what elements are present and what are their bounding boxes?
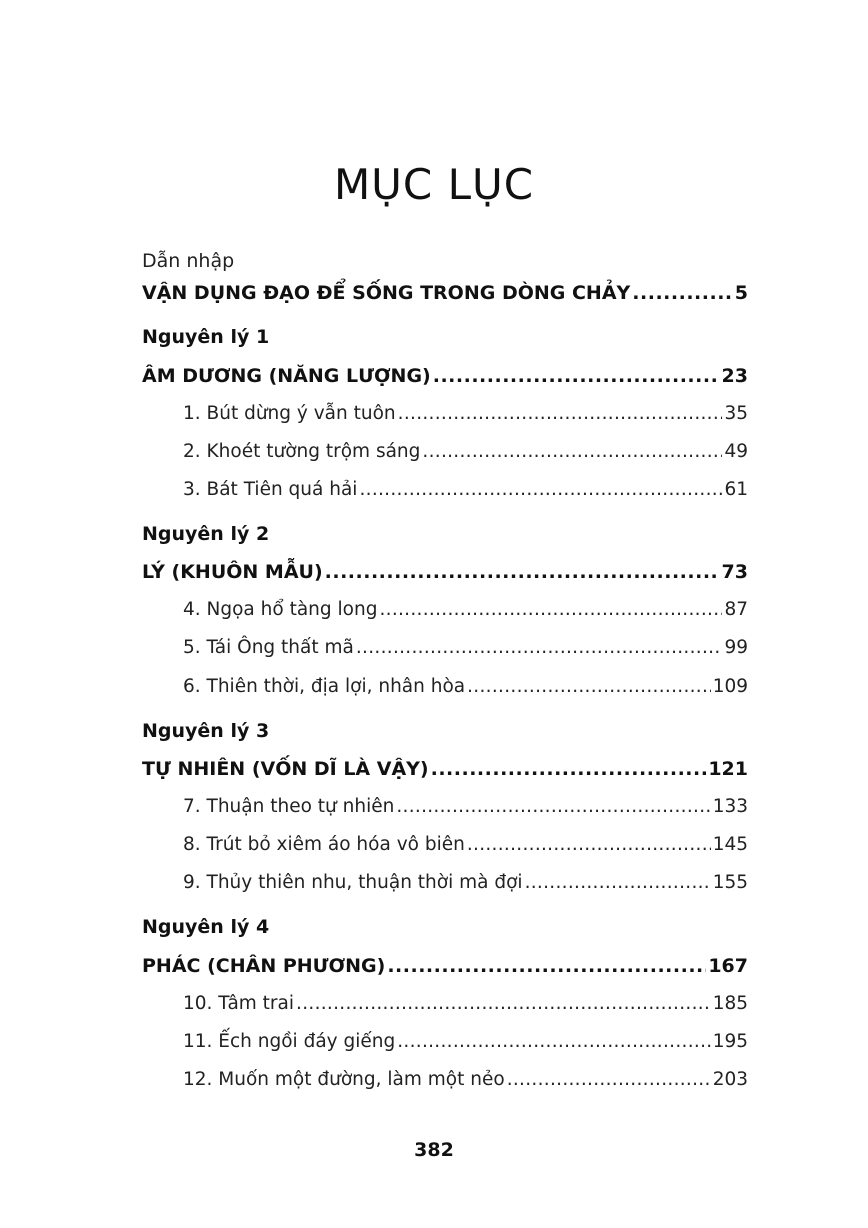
leader-dots xyxy=(431,758,707,780)
chapter-title: ÂM DƯƠNG (NĂNG LƯỢNG) xyxy=(142,365,431,387)
page-number: 73 xyxy=(721,561,748,583)
toc-chapter-intro[interactable] xyxy=(142,282,748,304)
page-number: 167 xyxy=(708,955,748,977)
item-title: 10. Tâm trai xyxy=(183,993,295,1014)
toc-item-8[interactable] xyxy=(183,834,748,855)
item-title: 12. Muốn một đường, làm một nẻo xyxy=(183,1069,505,1090)
item-title: 9. Thủy thiên nhu, thuận thời mà đợi xyxy=(183,872,523,893)
item-title: 8. Trút bỏ xiêm áo hóa vô biên xyxy=(183,834,465,855)
page-number: 49 xyxy=(724,441,748,462)
principle-heading-2: Nguyên lý 2 xyxy=(142,523,270,545)
page-number: 203 xyxy=(712,1069,748,1090)
leader-dots xyxy=(467,834,711,855)
leader-dots xyxy=(356,637,723,658)
page-number: 23 xyxy=(721,365,748,387)
principle-heading-1: Nguyên lý 1 xyxy=(142,326,270,348)
chapter-title: VẬN DỤNG ĐẠO ĐỂ SỐNG TRONG DÒNG CHẢY xyxy=(142,282,631,304)
page-number: 155 xyxy=(712,872,748,893)
toc-item-3[interactable] xyxy=(183,479,748,500)
item-title: 1. Bút dừng ý vẫn tuôn xyxy=(183,403,396,424)
toc-item-4[interactable] xyxy=(183,599,748,620)
page-number: 109 xyxy=(712,676,748,697)
toc-item-1[interactable] xyxy=(183,403,748,424)
page-number: 61 xyxy=(724,479,748,500)
toc-chapter-3[interactable] xyxy=(142,758,748,780)
leader-dots xyxy=(397,1031,710,1052)
toc-item-2[interactable] xyxy=(183,441,748,462)
toc-item-10[interactable] xyxy=(183,993,748,1014)
item-title: 11. Ếch ngồi đáy giếng xyxy=(183,1031,396,1052)
principle-heading-3: Nguyên lý 3 xyxy=(142,720,270,742)
leader-dots xyxy=(422,441,722,462)
toc-chapter-4[interactable] xyxy=(142,955,748,977)
chapter-title: TỰ NHIÊN (VỐN DĨ LÀ VẬY) xyxy=(142,758,429,780)
page-number: 145 xyxy=(712,834,748,855)
toc-item-6[interactable] xyxy=(183,676,748,697)
item-title: 4. Ngọa hổ tàng long xyxy=(183,599,378,620)
item-title: 7. Thuận theo tự nhiên xyxy=(183,796,395,817)
leader-dots xyxy=(525,872,711,893)
toc-item-9[interactable] xyxy=(183,872,748,893)
leader-dots xyxy=(507,1069,711,1090)
leader-dots xyxy=(467,676,711,697)
leader-dots xyxy=(398,403,723,424)
chapter-title: PHÁC (CHÂN PHƯƠNG) xyxy=(142,955,386,977)
page-title: MỤC LỤC xyxy=(333,160,535,209)
page-number: 99 xyxy=(724,637,748,658)
page-number: 133 xyxy=(712,796,748,817)
leader-dots xyxy=(296,993,711,1014)
item-title: 5. Tái Ông thất mã xyxy=(183,637,354,658)
leader-dots xyxy=(359,479,722,500)
leader-dots xyxy=(325,561,720,583)
item-title: 2. Khoét tường trộm sáng xyxy=(183,441,421,462)
page-folio: 382 xyxy=(414,1139,454,1161)
toc-item-12[interactable] xyxy=(183,1069,748,1090)
toc-chapter-2[interactable] xyxy=(142,561,748,583)
intro-label: Dẫn nhập xyxy=(142,250,235,272)
chapter-title: LÝ (KHUÔN MẪU) xyxy=(142,561,323,583)
page-number: 121 xyxy=(708,758,748,780)
leader-dots xyxy=(396,796,710,817)
page-number: 195 xyxy=(712,1031,748,1052)
page-number: 5 xyxy=(734,282,748,304)
toc-item-7[interactable] xyxy=(183,796,748,817)
page-number: 87 xyxy=(724,599,748,620)
principle-heading-4: Nguyên lý 4 xyxy=(142,916,270,938)
leader-dots xyxy=(433,365,720,387)
toc-item-11[interactable] xyxy=(183,1031,748,1052)
leader-dots xyxy=(632,282,732,304)
leader-dots xyxy=(387,955,706,977)
item-title: 3. Bát Tiên quá hải xyxy=(183,479,358,500)
item-title: 6. Thiên thời, địa lợi, nhân hòa xyxy=(183,676,466,697)
toc-item-5[interactable] xyxy=(183,637,748,658)
page-number: 185 xyxy=(712,993,748,1014)
toc-chapter-1[interactable] xyxy=(142,365,748,387)
leader-dots xyxy=(379,599,722,620)
page-number: 35 xyxy=(724,403,748,424)
